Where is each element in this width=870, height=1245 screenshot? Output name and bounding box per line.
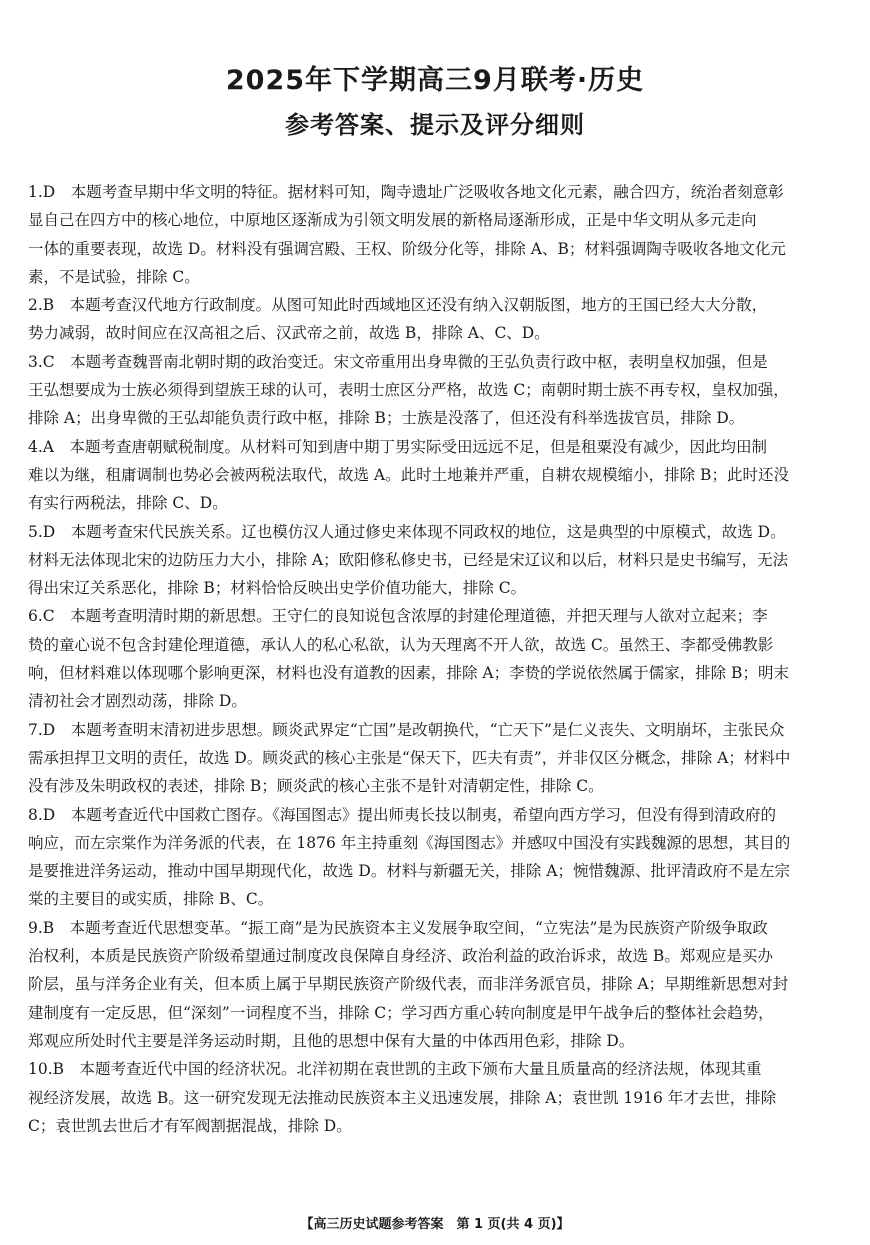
answer-line: C；袁世凯去世后才有军阀割据混战，排除 D。	[28, 1116, 352, 1135]
answer-line: 贽的童心说不包含封建伦理道德，承认人的私心私欲，认为天理离不开人欲，故选 C。虽然王、李都受佛教影	[28, 635, 774, 654]
answer-line: 王弘想要成为士族必须得到望族王球的认可，表明士庶区分严格，故选 C；南朝时期士族不再专权，皇权加强，	[28, 381, 789, 400]
answer-line: 没有涉及朱明政权的表述，排除 B；顾炎武的核心主张不是针对清朝定性，排除 C。	[28, 777, 604, 796]
answer-line: 棠的主要目的或实质，排除 B、C。	[28, 890, 274, 909]
answer-line: 得出宋辽关系恶化，排除 B；材料恰恰反映出史学价值功能大，排除 C。	[28, 579, 527, 598]
answer-line: 清初社会才剧烈动荡，排除 D。	[28, 692, 247, 711]
answer-item-1	[28, 178, 840, 291]
answer-line: 排除 A；出身卑微的王弘却能负责行政中枢，排除 B；士族是没落了，但还没有科举选拔官员，排除 D。	[28, 409, 745, 428]
answer-item-7	[28, 716, 840, 801]
answer-item-9	[28, 914, 840, 1055]
answer-line: 视经济发展，故选 B。这一研究发现无法推动民族资本主义迅速发展，排除 A；袁世凯 1916 年才去世，排除	[28, 1088, 777, 1107]
answer-item-2	[28, 291, 840, 348]
answer-line: 郑观应所处时代主要是洋务运动时期，且他的思想中保有大量的中体西用色彩，排除 D。	[28, 1031, 635, 1050]
answer-line: 需承担捍卫文明的责任，故选 D。顾炎武的核心主张是“保天下，匹夫有责”，并非仅区分概念，排除 A；材料中	[28, 748, 791, 767]
answer-line: 6.C 本题考查明清时期的新思想。王守仁的良知说包含浓厚的封建伦理道德，并把天理与人欲对立起来；李	[28, 607, 768, 626]
answer-line: 势力减弱，故时间应在汉高祖之后、汉武帝之前，故选 B，排除 A、C、D。	[28, 324, 550, 343]
answer-line: 7.D 本题考查明末清初进步思想。顾炎武界定“亡国”是改朝换代，“亡天下”是仁义丧失、文明崩坏，主张民众	[28, 720, 785, 739]
answer-line: 响，但材料难以体现哪个影响更深，材料也没有道教的因素，排除 A；李贽的学说依然属于儒家，排除 B；明末	[28, 664, 789, 683]
answer-line: 10.B 本题考查近代中国的经济状况。北洋初期在袁世凯的主政下颁布大量且质量高的经济法规，体现其重	[28, 1060, 762, 1079]
answer-line: 治权利，本质是民族资产阶级希望通过制度改良保障自身经济、政治利益的政治诉求，故选 B。郑观应是买办	[28, 947, 773, 966]
answer-line: 是要推进洋务运动，推动中国早期现代化，故选 D。材料与新疆无关，排除 A；惋惜魏源、批评清政府不是左宗	[28, 862, 790, 881]
answer-line: 有实行两税法，排除 C、D。	[28, 494, 228, 513]
answer-line: 阶层，虽与洋务企业有关，但本质上属于早期民族资产阶级代表，而非洋务派官员，排除 A；早期维新思想对封	[28, 975, 789, 994]
answer-line: 3.C 本题考查魏晋南北朝时期的政治变迁。宋文帝重用出身卑微的王弘负责行政中枢，表明皇权加强，但是	[28, 352, 768, 371]
page-footer: 【高三历史试题参考答案 第 1 页(共 4 页)】	[300, 1217, 570, 1232]
answer-item-3	[28, 348, 840, 433]
answer-line: 响应，而左宗棠作为洋务派的代表，在 1876 年主持重刻《海国图志》并感叹中国没有实践魏源的思想，其目的	[28, 833, 791, 852]
answer-line: 显自己在四方中的核心地位，中原地区逐渐成为引领文明发展的新格局逐渐形成，正是中华文明从多元走向	[28, 211, 757, 230]
answer-item-10	[28, 1055, 840, 1140]
answer-line: 一体的重要表现，故选 D。材料没有强调宫殿、王权、阶级分化等，排除 A、B；材料强调陶寺吸收各地文化元	[28, 239, 786, 258]
answer-line: 4.A 本题考查唐朝赋税制度。从材料可知到唐中期丁男实际受田远远不足，但是租粟没有减少，因此均田制	[28, 437, 767, 456]
answer-item-8	[28, 801, 840, 914]
page-title: 2025年下学期高三9月联考·历史	[225, 65, 645, 96]
answer-item-6	[28, 602, 840, 715]
answer-line: 建制度有一定反思，但“深刻”一词程度不当，排除 C；学习西方重心转向制度是甲午战争后的整体社会趋势，	[28, 1003, 774, 1022]
answer-item-4	[28, 433, 840, 518]
answer-line: 难以为继，租庸调制也势必会被两税法取代，故选 A。此时土地兼并严重，自耕农规模缩小，排除 B；此时还没	[28, 465, 789, 484]
answer-line: 9.B 本题考查近代思想变革。“振工商”是为民族资本主义发展争取空间，“立宪法”是为民族资产阶级争取政	[28, 918, 768, 937]
answer-line: 素，不是试验，排除 C。	[28, 267, 200, 286]
answer-line: 2.B 本题考查汉代地方行政制度。从图可知此时西域地区还没有纳入汉朝版图，地方的王国已经大大分散，	[28, 296, 768, 315]
answer-line: 材料无法体现北宋的边防压力大小，排除 A；欧阳修私修史书，已经是宋辽议和以后，材料只是史书编写，无法	[28, 550, 789, 569]
answer-line: 1.D 本题考查早期中华文明的特征。据材料可知，陶寺遗址广泛吸收各地文化元素，融合四方，统治者刻意彰	[28, 183, 784, 201]
page-subtitle: 参考答案、提示及评分细则	[285, 111, 585, 139]
answer-item-5	[28, 518, 840, 603]
answer-list	[28, 178, 840, 1140]
answer-line: 8.D 本题考查近代中国救亡图存。《海国图志》提出师夷长技以制夷，希望向西方学习，但没有得到清政府的	[28, 805, 776, 824]
answer-line: 5.D 本题考查宋代民族关系。辽也模仿汉人通过修史来体现不同政权的地位，这是典型的中原模式，故选 D。	[28, 522, 786, 541]
